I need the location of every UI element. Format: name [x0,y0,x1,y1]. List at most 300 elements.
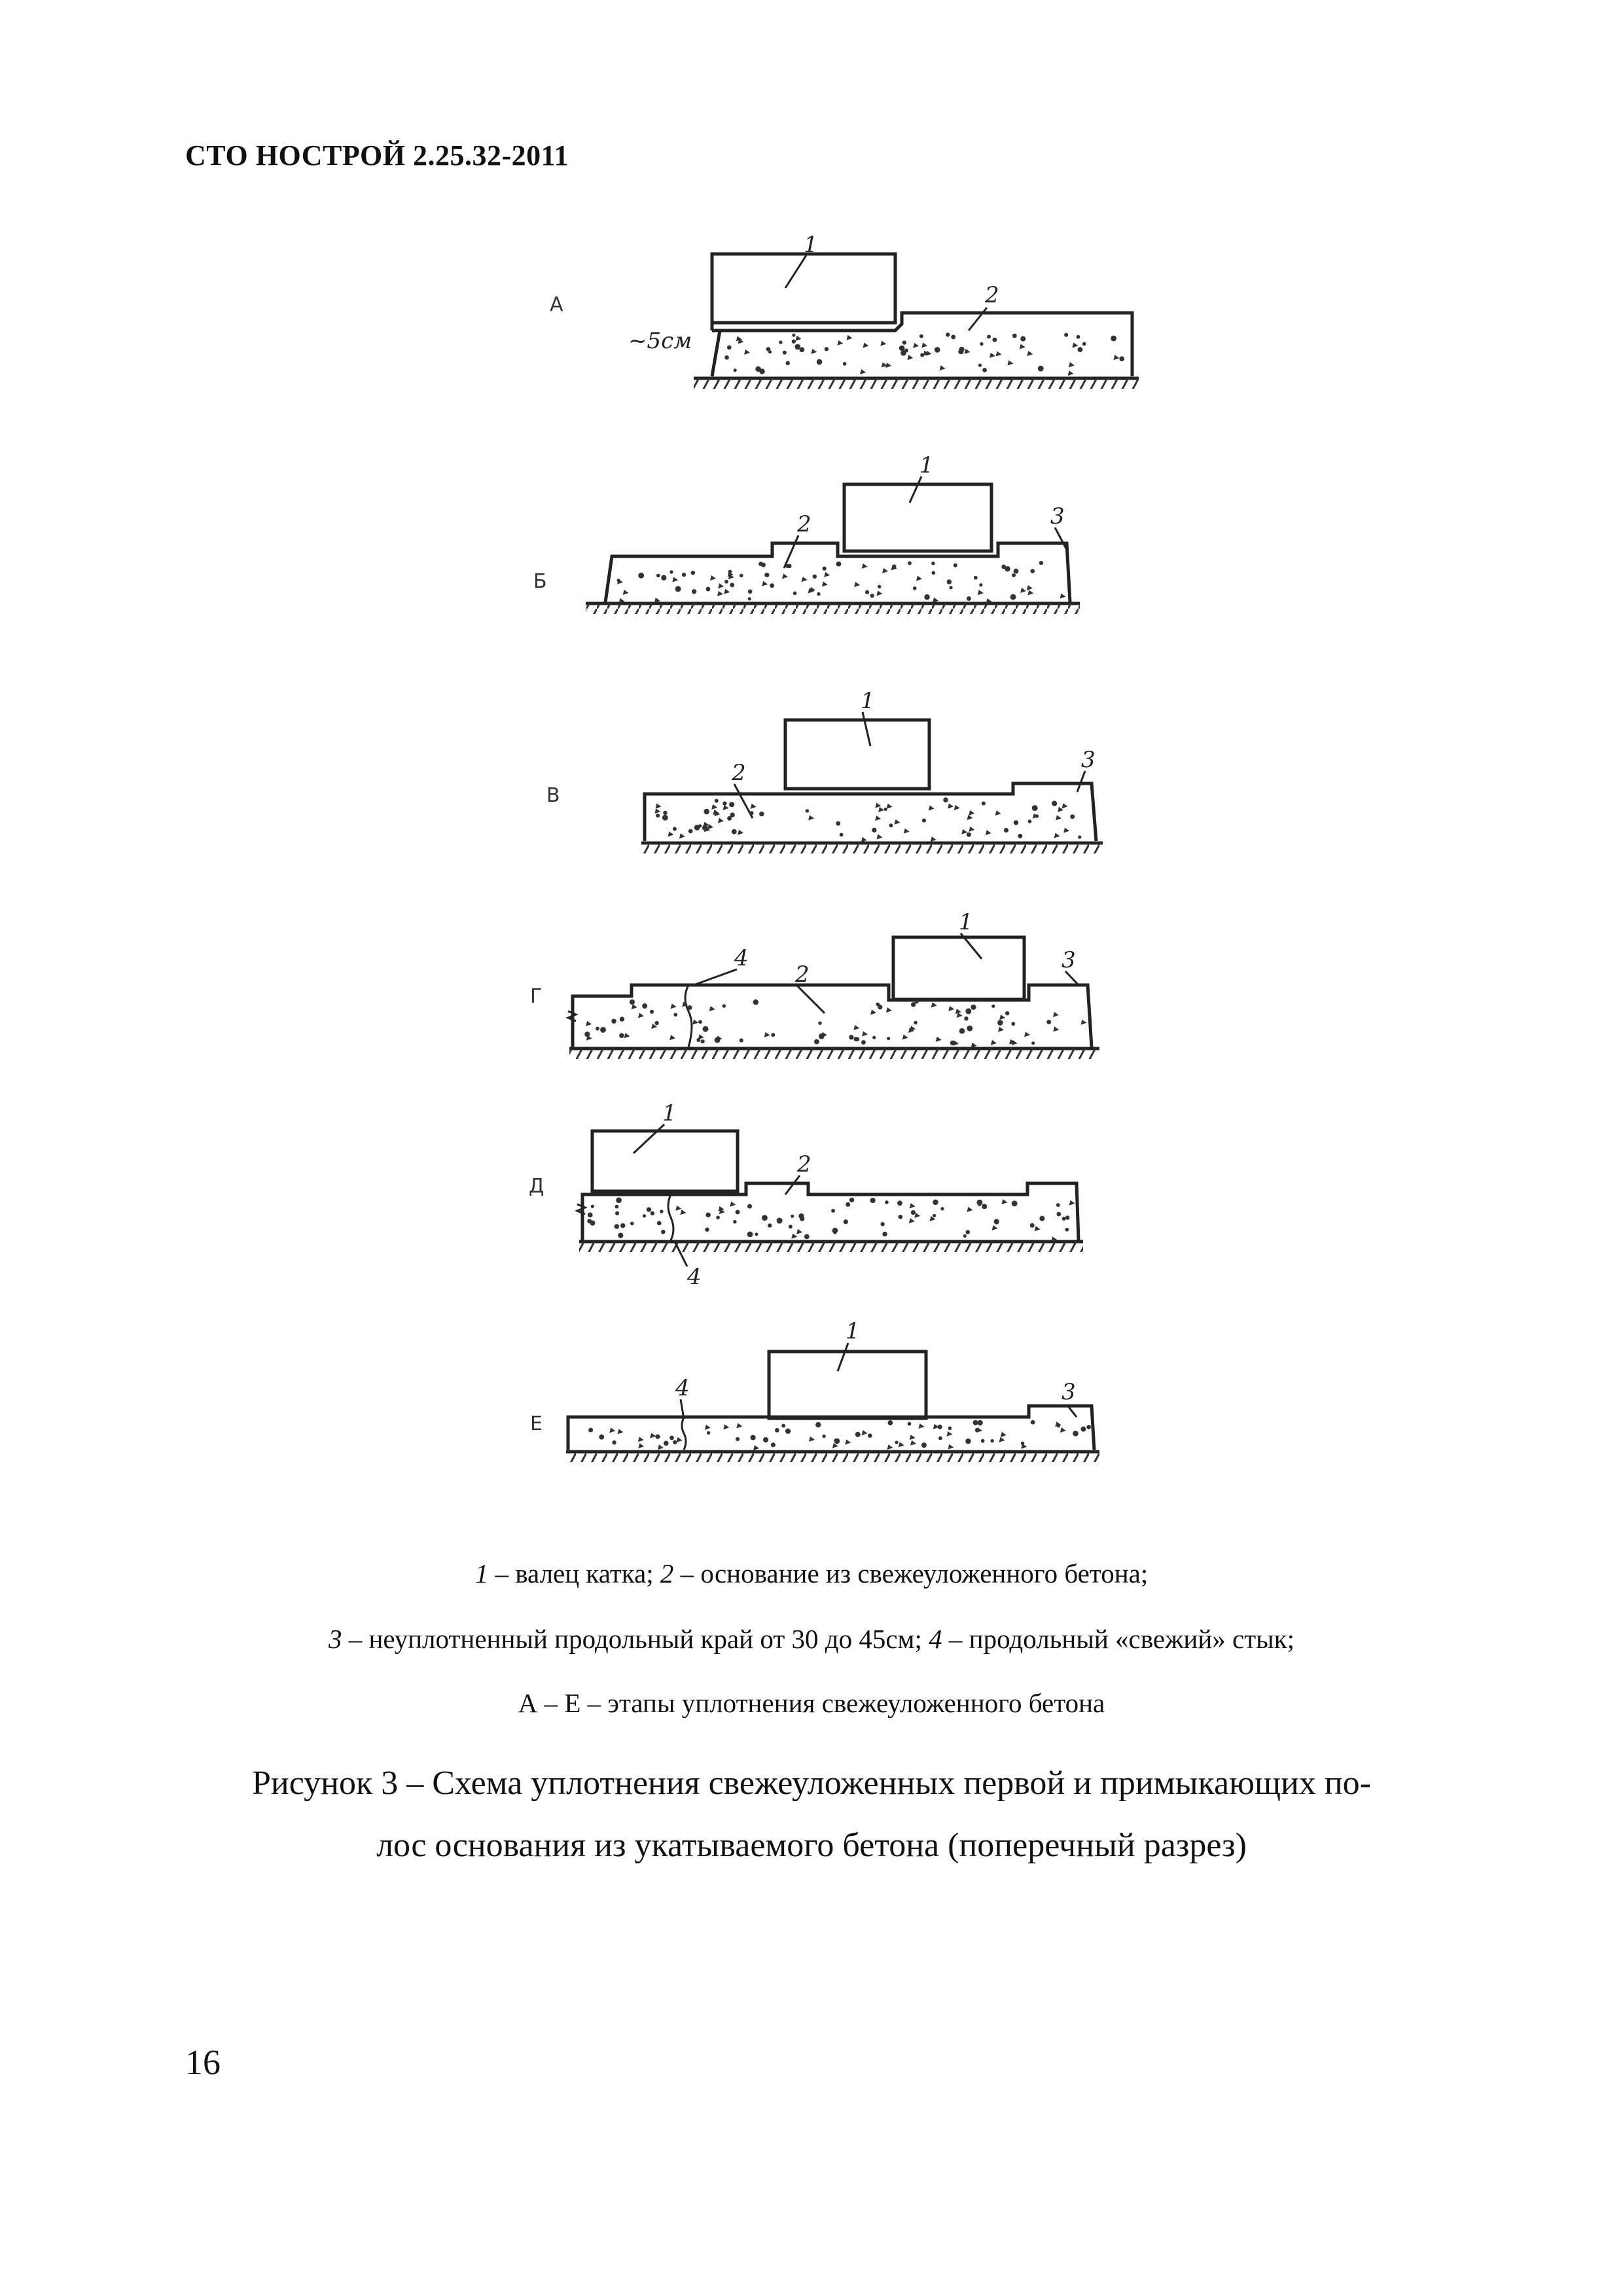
aggregate-mark [736,1423,742,1428]
aggregate-mark [878,807,884,812]
aggregate-mark [1010,594,1016,600]
aggregate-mark [1038,366,1044,372]
aggregate-mark [1078,835,1081,838]
aggregate-mark [954,805,960,810]
aggregate-mark [916,576,922,581]
callout-3: 3 [1081,747,1096,773]
aggregate-mark [702,825,708,831]
aggregate-mark [759,812,764,816]
aggregate-mark [824,572,830,577]
aggregate-mark [663,811,667,815]
aggregate-mark [885,1200,889,1204]
callout-4: 4 [734,945,749,971]
aggregate-mark [600,1027,606,1033]
aggregate-mark [682,573,686,577]
aggregate-mark [965,1009,971,1014]
aggregate-mark [967,596,971,601]
callout-leader [797,986,825,1013]
aggregate-mark [1054,833,1060,838]
aggregate-mark [910,1441,916,1446]
aggregate-mark [650,1433,656,1438]
stage-letter-g: Г [530,985,543,1008]
callout-4: 4 [687,1264,702,1290]
aggregate-mark [996,351,1002,357]
aggregate-mark [875,816,881,821]
aggregate-mark [751,1435,756,1440]
aggregate-mark [853,1025,859,1030]
aggregate-mark [762,1215,768,1221]
aggregate-mark [1030,569,1035,573]
aggregate-mark [849,1035,853,1039]
aggregate-mark [1062,803,1068,808]
aggregate-mark [966,1230,971,1234]
aggregate-mark [711,804,717,810]
aggregate-mark [736,1437,740,1441]
aggregate-mark [846,335,852,340]
aggregate-mark [698,1020,702,1024]
aggregate-mark [692,589,696,594]
aggregate-mark [802,577,808,582]
aggregate-mark [654,808,660,814]
aggregate-mark [661,1230,666,1234]
aggregate-mark [1068,370,1074,376]
aggregate-mark [655,804,661,809]
callout-leader [785,255,806,288]
aggregate-mark [908,562,912,565]
aggregate-mark [919,334,923,338]
legend-text-joint: – продольный «свежий» стык; [942,1624,1295,1654]
aggregate-mark [882,568,888,573]
aggregate-mark [918,1424,924,1429]
aggregate-mark [611,1019,616,1024]
aggregate-mark [730,1202,736,1207]
aggregate-mark [940,1207,944,1210]
aggregate-mark [688,829,693,834]
aggregate-mark [936,1037,942,1042]
aggregate-mark [965,349,971,354]
aggregate-mark [814,1039,819,1045]
aggregate-mark [971,1005,976,1010]
aggregate-mark [921,342,927,348]
aggregate-mark [694,825,700,831]
callout-3: 3 [1061,1379,1076,1405]
callout-leader [969,308,987,331]
aggregate-mark [588,1213,593,1218]
aggregate-mark [1064,333,1068,337]
callout-leader [1055,528,1067,550]
aggregate-mark [967,833,971,837]
aggregate-mark [763,1437,768,1443]
aggregate-mark [1005,1011,1009,1015]
aggregate-mark [950,1041,955,1046]
aggregate-mark [677,1437,683,1443]
aggregate-mark [673,827,677,831]
aggregate-mark [946,1431,952,1437]
aggregate-mark [982,368,987,372]
aggregate-mark [619,1033,624,1038]
aggregate-mark [715,798,719,802]
aggregate-mark [1007,360,1013,365]
stage-letter-a: А [550,293,563,316]
base-edge [712,331,720,376]
ground-hatching [641,843,1103,853]
aggregate-mark [854,582,860,587]
aggregate-mark [933,1214,936,1217]
aggregate-mark [647,1207,651,1211]
aggregate-mark [991,1040,997,1045]
aggregate-mark [806,809,809,812]
aggregate-mark [854,1037,859,1041]
aggregate-mark [1082,342,1086,346]
aggregate-mark [705,1228,709,1232]
aggregate-mark [818,1022,821,1025]
aggregate-mark [981,1439,985,1443]
aggregate-mark [692,1020,698,1025]
aggregate-mark [957,1013,963,1018]
aggregate-mark [586,1021,592,1026]
aggregate-mark [609,1427,615,1433]
aggregate-mark [931,836,936,842]
aggregate-mark [929,805,935,810]
aggregate-mark [675,1206,681,1211]
aggregate-mark [747,1204,752,1209]
aggregate-mark [935,347,940,353]
aggregate-mark [661,575,666,581]
aggregate-mark [1080,1020,1086,1025]
aggregate-mark [949,586,952,589]
aggregate-mark [706,587,711,592]
aggregate-mark [724,589,730,594]
aggregate-mark [904,829,910,834]
aggregate-mark [899,346,905,351]
aggregate-mark [1011,1022,1015,1026]
aggregate-mark [1053,1026,1059,1031]
aggregate-mark [722,1004,726,1007]
aggregate-mark [899,1215,903,1219]
aggregate-mark [1119,356,1124,361]
aggregate-mark [924,594,930,600]
aggregate-mark [943,797,948,802]
aggregate-mark [1062,1217,1066,1221]
aggregate-mark [822,1435,825,1438]
aggregate-mark [1020,588,1026,593]
aggregate-mark [588,1427,593,1432]
aggregate-mark [865,590,869,594]
aggregate-mark [599,1435,604,1440]
callout-1: 1 [861,688,875,714]
aggregate-mark [825,347,829,351]
callout-leader [694,969,737,985]
aggregate-mark [779,340,782,344]
aggregate-mark [843,362,847,366]
aggregate-mark [620,1223,625,1228]
aggregate-mark [716,1215,720,1219]
aggregate-mark [717,591,723,596]
legend-number-1: 1 [474,1558,489,1588]
aggregate-mark [876,590,882,596]
aggregate-mark [837,340,843,346]
aggregate-mark [992,1225,998,1230]
aggregate-mark [897,1200,902,1206]
aggregate-mark [642,1003,647,1009]
aggregate-mark [992,338,997,342]
aggregate-mark [729,802,734,807]
aggregate-mark [638,1013,644,1018]
aggregate-mark [1031,1420,1035,1425]
aggregate-mark [882,1232,887,1236]
aggregate-mark [1020,336,1026,342]
aggregate-mark [1080,1427,1086,1432]
aggregate-mark [615,1211,619,1215]
aggregate-mark [932,571,936,575]
aggregate-mark [791,1215,794,1218]
aggregate-mark [1078,347,1083,352]
aggregate-mark [880,341,886,346]
aggregate-mark [723,805,729,810]
legend-line-1 [0,1558,1623,1589]
aggregate-mark [1024,1031,1030,1037]
aggregate-mark [632,1004,637,1009]
aggregate-mark [1027,590,1033,595]
aggregate-mark [1039,561,1043,565]
aggregate-mark [954,564,957,567]
aggregate-mark [764,573,769,577]
document-header: СТО НОСТРОЙ 2.25.32-2011 [185,139,569,171]
ground-hatching [566,1452,1099,1462]
concrete-base-outline [573,985,1092,1047]
aggregate-mark [933,1200,938,1206]
aggregate-mark [770,583,774,588]
roller-drum [785,720,929,789]
aggregate-mark [946,332,950,336]
aggregate-mark [1113,355,1119,360]
aggregate-mark [710,575,716,581]
aggregate-mark [878,585,881,588]
aggregate-mark [1069,362,1075,367]
aggregate-mark [914,999,918,1003]
aggregate-mark [783,351,787,355]
callout-1: 1 [846,1318,860,1344]
aggregate-mark [658,1444,664,1450]
aggregate-mark [868,1433,872,1438]
aggregate-mark [832,1228,838,1234]
ground-hatching [579,1242,1083,1252]
aggregate-mark [643,1214,646,1217]
aggregate-mark [1012,1200,1018,1206]
aggregate-mark [638,1443,644,1448]
aggregate-mark [758,562,763,566]
aggregate-mark [836,821,840,826]
aggregate-mark [800,1217,804,1221]
aggregate-mark [978,1202,981,1206]
aggregate-mark [880,1222,884,1226]
callout-1: 1 [662,1100,677,1126]
aggregate-mark [1111,336,1116,342]
aggregate-mark [656,814,660,817]
aggregate-mark [777,1218,783,1224]
aggregate-mark [808,815,814,820]
aggregate-mark [995,810,1001,816]
aggregate-mark [687,1005,692,1010]
aggregate-mark [1065,1228,1069,1232]
aggregate-mark [914,1021,918,1025]
aggregate-mark [789,1225,793,1229]
aggregate-mark [1027,351,1033,356]
aggregate-mark [967,1026,972,1031]
aggregate-mark [766,347,771,351]
aggregate-mark [855,1432,861,1437]
aggregate-mark [910,1435,916,1440]
aggregate-mark [759,368,764,374]
aggregate-mark [836,562,842,567]
aggregate-mark [792,339,796,343]
aggregate-mark [733,1220,736,1223]
aggregate-mark [817,359,823,365]
aggregate-mark [967,1207,972,1212]
aggregate-mark [615,1205,619,1209]
aggregate-mark [1069,1200,1075,1206]
aggregate-mark [691,571,695,575]
aggregate-mark [973,1420,978,1426]
aggregate-mark [1027,585,1033,590]
stage-letter-c: В [546,784,560,807]
aggregate-mark [722,801,726,805]
aggregate-mark [872,828,876,833]
aggregate-mark [669,1435,674,1440]
aggregate-mark [1056,1212,1061,1217]
aggregate-mark [1014,569,1019,574]
aggregate-mark [978,1420,983,1426]
aggregate-mark [795,344,801,350]
aggregate-mark [845,1439,851,1444]
stage-letter-b: Б [533,570,547,593]
aggregate-mark [764,1032,770,1037]
aggregate-mark [796,1229,802,1234]
aggregate-mark [707,1431,710,1435]
aggregate-mark [792,334,795,337]
aggregate-mark [705,1425,711,1430]
callout-3: 3 [1061,947,1076,973]
aggregate-mark [1046,1020,1051,1024]
aggregate-mark [736,1210,740,1214]
legend-line-2 [0,1623,1623,1655]
aggregate-mark [732,829,737,834]
aggregate-mark [978,363,982,367]
aggregate-mark [590,1221,595,1226]
aggregate-mark [979,583,982,586]
legend-text-base: – основание из свежеуложенного бетона; [673,1558,1149,1588]
aggregate-mark [1018,834,1022,838]
aggregate-mark [861,1040,866,1045]
page-number: 16 [185,2043,221,2082]
break-symbol [568,1011,576,1021]
aggregate-mark [860,369,866,374]
callout-2: 2 [797,511,812,537]
aggregate-mark [768,1223,772,1227]
aggregate-mark [965,1439,971,1444]
aggregate-mark [744,350,750,355]
aggregate-mark [1072,342,1078,348]
aggregate-mark [991,1005,995,1008]
gap-annotation: ~5см [628,328,692,354]
aggregate-mark [1056,1203,1060,1207]
aggregate-mark [1032,805,1038,811]
aggregate-mark [925,351,931,356]
aggregate-mark [870,1198,875,1203]
aggregate-mark [671,1003,677,1009]
aggregate-mark [886,1007,892,1013]
aggregate-mark [1060,1427,1066,1433]
aggregate-mark [978,590,984,595]
aggregate-mark [620,1017,624,1022]
aggregate-mark [959,1028,965,1034]
aggregate-mark [673,1013,677,1017]
aggregate-mark [703,1026,709,1032]
aggregate-mark [664,1441,669,1446]
aggregate-mark [751,804,757,809]
aggregate-mark [623,590,629,595]
aggregate-mark [786,564,790,568]
concrete-base-outline [645,783,1096,841]
aggregate-mark [748,590,753,594]
aggregate-mark [951,334,955,339]
figure-caption-line-2: лос основания из укатываемого бетона (поперечный разрез) [376,1827,1247,1864]
concrete-base-outline [605,543,1070,602]
aggregate-mark [969,810,974,816]
aggregate-mark [673,1440,677,1444]
aggregate-mark [999,1437,1005,1443]
aggregate-mark [793,591,797,595]
aggregate-mark [1077,335,1080,339]
aggregate-mark [870,1009,876,1014]
aggregate-mark [1056,1424,1060,1427]
aggregate-mark [958,349,963,354]
aggregate-mark [668,831,673,836]
aggregate-mark [804,1234,810,1240]
aggregate-mark [895,1441,899,1444]
aggregate-mark [967,815,972,820]
aggregate-mark [840,833,844,837]
aggregate-mark [596,1027,599,1031]
aggregate-mark [899,1442,904,1447]
callout-1: 1 [919,452,934,478]
aggregate-mark [1001,565,1006,569]
roller-drum [712,254,895,323]
aggregate-mark [723,1424,729,1429]
roller-drum [592,1131,738,1191]
aggregate-mark [889,823,893,827]
aggregate-mark [785,1429,791,1434]
aggregate-mark [974,576,978,580]
aggregate-mark [1053,1012,1059,1017]
ground-hatching [694,378,1139,389]
aggregate-mark [753,1445,759,1450]
aggregate-mark [612,1441,616,1444]
aggregate-mark [990,353,995,358]
aggregate-mark [749,811,753,815]
aggregate-mark [876,834,882,839]
aggregate-mark [740,574,743,578]
legend-text-edge: – неуплотненный продольный край от 30 до 45см; [342,1624,929,1654]
aggregate-mark [963,1234,967,1238]
aggregate-mark [775,1428,779,1433]
aggregate-mark [718,583,724,588]
aggregate-mark [584,1031,590,1037]
callout-1: 1 [959,909,973,935]
aggregate-mark [791,1234,797,1239]
aggregate-mark [809,1437,815,1442]
aggregate-mark [654,1021,658,1025]
